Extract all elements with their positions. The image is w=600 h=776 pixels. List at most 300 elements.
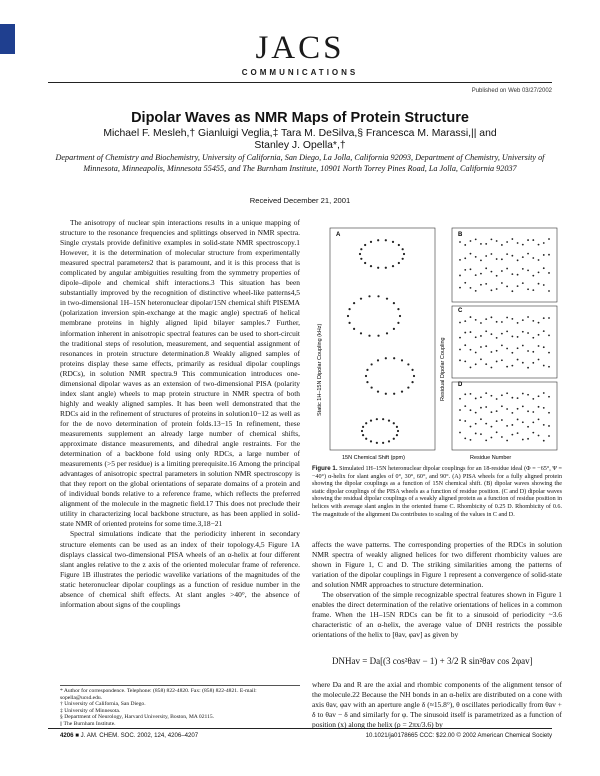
wave-point [511, 434, 513, 436]
wheel-point [413, 375, 415, 377]
wave-point [485, 392, 487, 394]
wheel-point [393, 302, 395, 304]
wave-point [517, 432, 519, 434]
wave-point [480, 418, 482, 420]
wheel-point [365, 375, 367, 377]
wave-point [538, 345, 540, 347]
wave-point [517, 336, 519, 338]
wave-point [548, 290, 550, 292]
footer-doi: 10.1021/ja0178665 CCC: $22.00 © 2002 American Chemical Society [365, 732, 552, 739]
wave-point [538, 322, 540, 324]
wheel-point [397, 430, 399, 432]
wave-point [522, 362, 524, 364]
wave-point [459, 349, 461, 351]
wave-point [511, 290, 513, 292]
wave-point [538, 419, 540, 421]
wave-point [485, 363, 487, 365]
received-date: Received December 21, 2001 [249, 196, 351, 205]
wave-point [522, 244, 524, 246]
wave-point [548, 317, 550, 319]
wave-point [506, 392, 508, 394]
wave-point [522, 282, 524, 284]
wheel-point [393, 357, 395, 359]
wheel-point [382, 418, 384, 420]
figure-1-plots [312, 226, 562, 462]
wave-point [517, 359, 519, 361]
wave-point [532, 421, 534, 423]
wheel-point [347, 315, 349, 317]
right-column-text [312, 540, 562, 640]
wheel-point [385, 357, 387, 359]
wheel-point [359, 253, 361, 255]
wave-point [470, 316, 472, 318]
x-axis-label-right: Residue Number [470, 455, 512, 461]
wave-point [548, 272, 550, 274]
wheel-point [360, 258, 362, 260]
wave-point [501, 405, 503, 407]
author-line-2: Stanley J. Opella*,† [254, 140, 346, 151]
panel-label-c: C [458, 308, 463, 314]
footnotes [60, 685, 300, 728]
panel-label-b: B [458, 232, 463, 238]
wave-point [511, 397, 513, 399]
wave-point [491, 253, 493, 255]
wave-point [501, 244, 503, 246]
wave-point [470, 240, 472, 242]
header-rule [48, 82, 552, 83]
wave-point [464, 437, 466, 439]
panel-a-frame [330, 228, 435, 450]
footnote: ‡ University of Minnesota. [60, 707, 121, 714]
wave-point [475, 363, 477, 365]
wave-point [506, 408, 508, 410]
wave-point [491, 271, 493, 273]
wave-point [464, 257, 466, 259]
wave-point [475, 398, 477, 400]
wheel-point [386, 298, 388, 300]
body-paragraph: where Da and R are the axial and rhombic components of the alignment tensor of the molecule.22 Because the NH bonds in an α-helix are distributed on a cone with axis θav, φav with an aperture angle δ (≈15.8°), θ oscillates periodically from θav + δ to θav − δ and similarly for φ. The sinusoid itself is parametrized as a function of position (x) along the helix (ρ = 2πx/3.6) by [312, 680, 562, 730]
wave-point [532, 289, 534, 291]
wave-point [485, 406, 487, 408]
wave-point [470, 268, 472, 270]
y-axis-label-right: Residual Dipolar Coupling [440, 337, 446, 401]
wave-point [459, 359, 461, 361]
wheel-point [407, 386, 409, 388]
equation-1 [312, 652, 562, 674]
wheel-point [392, 265, 394, 267]
wave-point [548, 334, 550, 336]
wheel-point [377, 239, 379, 241]
footnote: * Author for correspondence. Telephone: (858) 822-4820. Fax: (858) 822-4821. E-mail: sopella@ucsd.edu. [60, 688, 257, 701]
wave-point [475, 256, 477, 258]
wave-point [517, 242, 519, 244]
wave-point [475, 412, 477, 414]
wave-point [475, 319, 477, 321]
wave-point [511, 365, 513, 367]
body-paragraph: affects the wave patterns. The corresponding properties of the RDCs in solution NMR spectra of weakly aligned helices for two different rhombicity values are shown in Figure 1, C and D. The striking similarities among the patterns of variation of the dipolar couplings in Figure 1 represent a convergence of solid-state and solution NMR approaches to structure determination. [312, 540, 562, 590]
wave-point [470, 426, 472, 428]
wave-point [480, 396, 482, 398]
wave-point [522, 405, 524, 407]
wave-point [459, 432, 461, 434]
wave-point [543, 284, 545, 286]
wave-point [491, 333, 493, 335]
wave-point [532, 320, 534, 322]
wave-point [506, 366, 508, 368]
footer-citation: 4206 ■ J. AM. CHEM. SOC. 2002, 124, 4206–4207 [60, 732, 199, 739]
panel-label-a: A [336, 232, 341, 238]
wave-point [548, 254, 550, 256]
wave-point [470, 393, 472, 395]
wave-point [506, 268, 508, 270]
wave-point [522, 439, 524, 441]
wave-point [491, 316, 493, 318]
wave-point [480, 322, 482, 324]
wave-point [506, 286, 508, 288]
wave-point [491, 239, 493, 241]
y-axis-label-left: Static 1H–15N Dipolar Coupling (kHz) [317, 323, 323, 416]
wave-point [459, 259, 461, 261]
wave-point [480, 243, 482, 245]
wave-point [517, 419, 519, 421]
wave-point [532, 337, 534, 339]
wave-point [527, 394, 529, 396]
wave-point [501, 344, 503, 346]
wave-point [480, 346, 482, 348]
wave-point [527, 410, 529, 412]
wave-point [496, 350, 498, 352]
wave-point [532, 398, 534, 400]
wave-point [491, 437, 493, 439]
wave-point [459, 322, 461, 324]
wave-point [522, 331, 524, 333]
wave-point [480, 259, 482, 261]
wave-point [548, 366, 550, 368]
journal-citation: J. AM. CHEM. SOC. 2002, 124, 4206–4207 [80, 732, 199, 739]
wave-point [496, 420, 498, 422]
wave-point [522, 319, 524, 321]
wave-point [548, 352, 550, 354]
wheel-point [393, 422, 395, 424]
wave-point [517, 285, 519, 287]
wave-point [506, 331, 508, 333]
wave-point [522, 421, 524, 423]
wave-point [491, 367, 493, 369]
wave-point [459, 241, 461, 243]
wheel-point [411, 381, 413, 383]
wave-point [506, 440, 508, 442]
wave-point [491, 411, 493, 413]
wave-point [548, 396, 550, 398]
wave-point [527, 426, 529, 428]
wave-point [548, 412, 550, 414]
wheel-point [364, 244, 366, 246]
wave-point [506, 241, 508, 243]
wave-point [538, 283, 540, 285]
wheel-point [370, 241, 372, 243]
wave-point [543, 424, 545, 426]
wheel-point [411, 369, 413, 371]
wheel-point [371, 363, 373, 365]
published-date: Published on Web 03/27/2002 [471, 88, 552, 94]
wave-point [548, 238, 550, 240]
wheel-point [362, 434, 364, 436]
wave-point [538, 406, 540, 408]
wave-point [532, 432, 534, 434]
wheel-point [368, 335, 370, 337]
wheel-point [348, 308, 350, 310]
left-column-text [60, 218, 300, 610]
wave-point [538, 244, 540, 246]
wave-point [480, 358, 482, 360]
x-axis-label-left: 15N Chemical Shift (ppm) [342, 455, 405, 461]
wave-point [527, 367, 529, 369]
wave-point [543, 330, 545, 332]
wave-point [475, 336, 477, 338]
wave-point [517, 408, 519, 410]
wave-point [470, 367, 472, 369]
wheel-point [370, 420, 372, 422]
equation-text: DNHav = Da[(3 cos²θav − 1) + 3/2 R sin²θav cos 2φav] [332, 656, 533, 666]
wave-point [522, 268, 524, 270]
wave-point [480, 335, 482, 337]
wave-point [538, 359, 540, 361]
wheel-point [377, 295, 379, 297]
wheel-point [348, 322, 350, 324]
wave-point [527, 239, 529, 241]
wave-point [527, 438, 529, 440]
wheel-point [365, 438, 367, 440]
wave-point [464, 405, 466, 407]
wave-point [501, 282, 503, 284]
wheel-point [398, 244, 400, 246]
wheel-point [377, 267, 379, 269]
wave-point [543, 317, 545, 319]
wheel-point [353, 328, 355, 330]
wheel-point [388, 420, 390, 422]
wave-point [459, 409, 461, 411]
wave-point [543, 346, 545, 348]
wave-point [464, 320, 466, 322]
wave-point [496, 431, 498, 433]
wheel-point [402, 258, 404, 260]
wave-point [501, 419, 503, 421]
wave-point [527, 332, 529, 334]
wave-point [501, 333, 503, 335]
footer-rule [48, 728, 552, 729]
wave-point [543, 365, 545, 367]
wave-point [464, 344, 466, 346]
wave-point [464, 244, 466, 246]
wheel-point [362, 426, 364, 428]
wave-point [548, 435, 550, 437]
wave-point [491, 289, 493, 291]
wave-point [480, 284, 482, 286]
figure-1 [312, 226, 562, 462]
wave-point [543, 267, 545, 269]
wheel-point [397, 308, 399, 310]
wave-point [501, 321, 503, 323]
wave-point [459, 419, 461, 421]
wave-point [538, 395, 540, 397]
wheel-point [396, 426, 398, 428]
wheel-point [382, 442, 384, 444]
wave-point [485, 345, 487, 347]
wave-point [543, 440, 545, 442]
wave-point [485, 283, 487, 285]
wave-point [522, 393, 524, 395]
wheel-point [401, 359, 403, 361]
wave-point [496, 258, 498, 260]
wave-point [511, 238, 513, 240]
wave-point [480, 407, 482, 409]
wave-point [517, 274, 519, 276]
panel-label-d: D [458, 382, 463, 388]
wave-point [517, 322, 519, 324]
wave-point [496, 321, 498, 323]
wave-point [543, 254, 545, 256]
wave-point [480, 433, 482, 435]
panel-frame [452, 228, 557, 302]
journal-section-label: COMMUNICATIONS [241, 68, 359, 77]
wave-point [470, 409, 472, 411]
wheel-point [377, 359, 379, 361]
wheel-point [396, 434, 398, 436]
wave-point [485, 255, 487, 257]
wheel-point [401, 390, 403, 392]
wave-point [496, 398, 498, 400]
wave-point [501, 258, 503, 260]
wave-point [511, 318, 513, 320]
wheel-point [370, 265, 372, 267]
wheel-point [403, 253, 405, 255]
wave-point [538, 259, 540, 261]
wave-point [501, 394, 503, 396]
wave-point [511, 412, 513, 414]
wheel-point [360, 298, 362, 300]
wheel-point [399, 315, 401, 317]
footnote: § Department of Neurology, Harvard University, Boston, MA 02115. [60, 714, 215, 721]
wheel-point [385, 393, 387, 395]
article-title: Dipolar Waves as NMR Maps of Protein Structure [131, 110, 469, 126]
wave-point [475, 352, 477, 354]
wheel-point [388, 440, 390, 442]
wave-point [532, 275, 534, 277]
wave-point [464, 332, 466, 334]
wheel-point [371, 386, 373, 388]
wave-point [485, 267, 487, 269]
wave-point [532, 257, 534, 259]
panel-frame [452, 306, 557, 378]
wave-point [475, 290, 477, 292]
wave-point [522, 345, 524, 347]
wave-point [506, 253, 508, 255]
wheel-point [353, 302, 355, 304]
wave-point [496, 337, 498, 339]
wave-point [475, 433, 477, 435]
wheel-point [365, 422, 367, 424]
page-number: 4206 [60, 732, 74, 739]
journal-logo: JACS [255, 30, 345, 66]
right-column-text-continued [312, 680, 562, 730]
wheel-point [377, 335, 379, 337]
caption-label: Figure 1. [312, 465, 338, 472]
wave-point [532, 351, 534, 353]
wheel-point [366, 381, 368, 383]
wheel-point [386, 332, 388, 334]
wave-point [543, 407, 545, 409]
wave-point [522, 256, 524, 258]
wheel-point [385, 267, 387, 269]
author-list [60, 128, 540, 152]
wave-point [491, 426, 493, 428]
wave-point [470, 253, 472, 255]
wheel-point [364, 262, 366, 264]
wave-point [496, 288, 498, 290]
wheel-point [398, 262, 400, 264]
wave-point [470, 349, 472, 351]
body-paragraph: The observation of the simple recognizable spectral features shown in Figure 1 enables the direct determination of the relative orientations of helices in a common frame. When the 1H–15N RDCs can be fit to a sinusoid of periodicity ~3.6 characteristic of an α-helix, the average value of DNH restricts the possible orientations of the helix to [θav, φav] as given by [312, 590, 562, 640]
footnote: † University of California, San Diego. [60, 701, 146, 708]
caption-text: Simulated 1H–15N heteronuclear dipolar couplings for an 18-residue ideal (Φ = −65°, Ψ = −40°) α-helix for slant angles of 0°, 30°, 60°, and 90°. (A) PISA wheels for a fully aligned protein showing the dipolar couplings as a function of 15N chemical shift. (B) dipolar waves showing the static dipolar couplings of the PISA wheels as a function of residue position. (C and D) dipolar waves showing the residual dipolar couplings of a weakly aligned protein as a function of residue position in helices with average slant angles in the oriented frame C. Rhombicity of 0.25 D. Rhombicity of 0.6. The magnitude of the alignment Da contributes to scaling of the values in C and D. [312, 466, 562, 518]
figure-caption [312, 465, 562, 519]
wheel-point [366, 369, 368, 371]
wheel-point [402, 248, 404, 250]
wave-point [480, 273, 482, 275]
wave-point [532, 362, 534, 364]
wave-point [496, 410, 498, 412]
wave-point [485, 318, 487, 320]
wave-point [501, 359, 503, 361]
wave-point [543, 242, 545, 244]
wave-point [496, 275, 498, 277]
wave-point [511, 352, 513, 354]
wave-point [501, 270, 503, 272]
wave-point [464, 269, 466, 271]
wave-point [527, 350, 529, 352]
wave-point [527, 253, 529, 255]
wave-point [527, 269, 529, 271]
panel-frame [452, 382, 557, 450]
wave-point [491, 351, 493, 353]
wave-point [506, 425, 508, 427]
wave-point [459, 398, 461, 400]
wave-point [511, 336, 513, 338]
wheel-point [393, 393, 395, 395]
wave-point [506, 317, 508, 319]
wave-point [464, 420, 466, 422]
wheel-point [360, 248, 362, 250]
wave-point [506, 348, 508, 350]
wheel-point [361, 430, 363, 432]
body-paragraph: Spectral simulations indicate that the periodicity inherent in secondary structure elements can be used as an index of their topology.4,5 Figure 1A displays classical two-dimensional PISA wheels of an α-helix at four different slant angles relative to the z axis of the oriented molecular frame of reference. Figure 1B illustrates the periodic wavelike variations of the magnitudes of the static heteronuclear dipolar couplings as a function of residue number in the absence of chemical shift effects. At slant angles >40°, the absence of information about signs of the couplings [60, 529, 300, 609]
wave-point [501, 436, 503, 438]
wheel-point [392, 241, 394, 243]
wave-point [470, 439, 472, 441]
wave-point [517, 347, 519, 349]
wheel-point [377, 390, 379, 392]
wave-point [464, 393, 466, 395]
wave-point [464, 282, 466, 284]
wave-point [543, 392, 545, 394]
wave-point [485, 330, 487, 332]
wheel-point [376, 418, 378, 420]
wave-point [532, 411, 534, 413]
wave-point [496, 240, 498, 242]
wheel-point [393, 438, 395, 440]
wave-point [475, 423, 477, 425]
affiliations: Department of Chemistry and Biochemistry, University of California, San Diego, La Jolla, California 92093, Department of Chemistry, University of Minnesota, Minneapolis, Minnesota 55455, and The Burnham Institute, 10901 North Torrey Pines Road, La Jolla, California 92037 [55, 153, 545, 173]
